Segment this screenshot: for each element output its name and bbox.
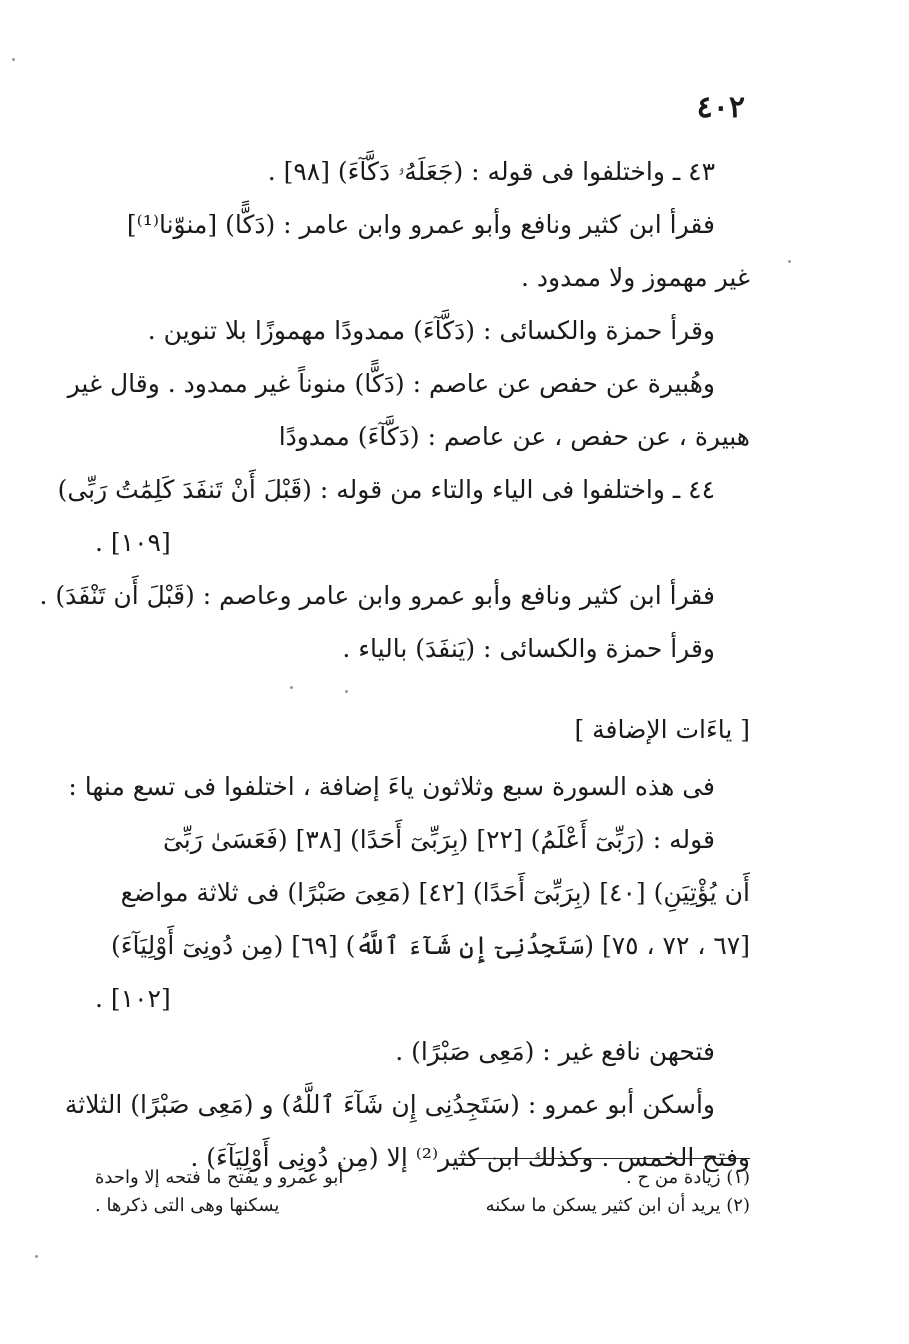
scan-speck [345, 690, 348, 693]
footnote-text: يريد أن ابن كثير يسكن ما سكنه [485, 1195, 721, 1216]
text-line: فقرأ ابن كثير ونافع وأبو عمرو وابن عامر : (دَكًّا) [منوّنا⁽¹⁾] [126, 210, 715, 239]
text-line: ٤٤ ـ واختلفوا فى الياء والتاء من قوله : (قَبْلَ أَنْ تَنفَدَ كَلِمَٰتُ رَبِّى) [57, 475, 715, 504]
text-line: أَن يُؤْتِيَنِ) [٤٠] (بِرَبِّىٓ أَحَدًا) [٤٢] (مَعِىَ صَبْرًا) فى ثلاثة مواضع [120, 878, 750, 907]
text-line: هبيرة ، عن حفص ، عن عاصم : (دَكَّآءَ) ممدودًا [278, 422, 750, 451]
footnote-marker: (١) [726, 1167, 750, 1188]
text-line: وقرأ حمزة والكسائى : (دَكَّآءَ) ممدودًا مهموزًا بلا تنوين . [147, 316, 715, 345]
footnote-2 [95, 1192, 750, 1220]
scan-speck [290, 686, 293, 689]
footnote-text: أبو عمرو و يفتح ما فتحه إلا واحدة [95, 1167, 344, 1188]
page-number: ٤٠٢ [696, 90, 745, 125]
scan-speck [35, 1255, 38, 1258]
text-line: [٦٧ ، ٧٢ ، ٧٥] (سَتَجِدُنِىٓ إِن شَآءَ ٱللَّهُ) [٦٩] (مِن دُونِىٓ أَوْلِيَآءَ) [110, 931, 750, 960]
text-line: [١٠٩] . [95, 528, 171, 557]
footnote-marker: (٢) [726, 1195, 750, 1216]
footnote-text: زيادة من ح . [626, 1167, 721, 1188]
text-line: وقرأ حمزة والكسائى : (يَنفَدَ) بالياء . [342, 634, 715, 663]
text-line: وهُبيرة عن حفص عن عاصم : (دَكًّا) منوناً غير ممدود . وقال غير [67, 369, 715, 398]
scan-speck [788, 260, 791, 263]
text-line: وفتح الخمس . وكذلك ابن كثير⁽²⁾ إلا (مِن دُونِى أَوْلِيَآءَ) . [190, 1143, 750, 1172]
text-line: وأسكن أبو عمرو : (سَتَجِدُنِى إِن شَآءَ ٱللَّهُ) و (مَعِى صَبْرًا) الثلاثة [64, 1090, 715, 1119]
text-line: قوله : (رَبِّىٓ أَعْلَمُ) [٢٢] (بِرَبِّىٓ أَحَدًا) [٣٨] (فَعَسَىٰ رَبِّىٓ [162, 825, 715, 854]
text-line: [١٠٢] . [95, 984, 171, 1013]
scan-speck [12, 58, 15, 61]
text-line: ٤٣ ـ واختلفوا فى قوله : (جَعَلَهُۥ دَكَّآءَ) [٩٨] . [267, 157, 715, 186]
text-line: غير مهموز ولا ممدود . [520, 263, 750, 292]
text-line: فتحهن نافع غير : (مَعِى صَبْرًا) . [395, 1037, 715, 1066]
footnote-separator [458, 1158, 750, 1159]
text-line: فقرأ ابن كثير ونافع وأبو عمرو وابن عامر وعاصم : (قَبْلَ أَن تَنْفَدَ) . [39, 581, 715, 610]
section-title: [ ياءَات الإضافة ] [574, 715, 750, 744]
footnote-text: يسكنها وهى التى ذكرها . [95, 1195, 280, 1216]
text-line: فى هذه السورة سبع وثلاثون ياءَ إضافة ، اختلفوا فى تسع منها : [68, 772, 715, 801]
footnotes [95, 1164, 750, 1220]
footnote-1 [95, 1164, 750, 1192]
main-text [39, 145, 750, 1184]
